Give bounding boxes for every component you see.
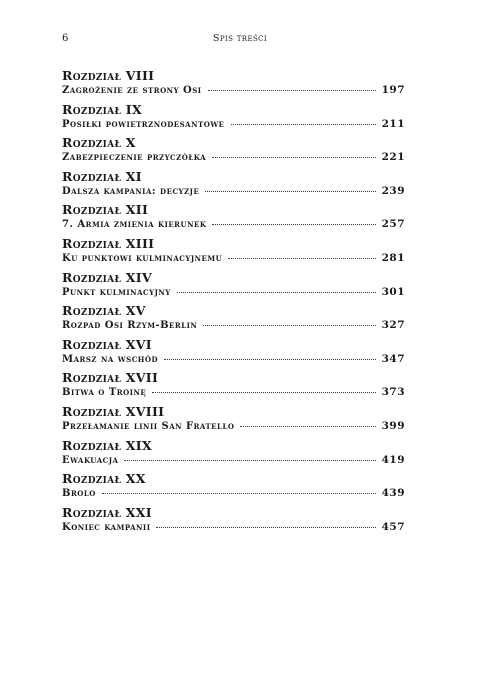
toc-entry: [62, 370, 405, 404]
toc-entry: [62, 438, 405, 472]
toc-entry: [62, 404, 405, 438]
page-reference: 211: [381, 117, 405, 130]
chapter-title: Rozpad Osi Rzym-Berlin: [62, 320, 198, 332]
chapter-title: Dalsza kampania: decyzje: [62, 185, 200, 197]
toc-entry: [62, 270, 405, 304]
chapter-number: Rozdział XI: [62, 168, 142, 184]
toc-entry: [62, 202, 405, 236]
table-of-contents: [62, 68, 405, 538]
dot-leader: [203, 325, 375, 326]
dot-leader: [124, 460, 375, 461]
dot-leader: [164, 359, 376, 360]
page-reference: 257: [381, 218, 405, 231]
toc-row: [62, 117, 405, 132]
toc-row: [62, 184, 405, 199]
page-reference: 327: [381, 319, 405, 332]
page-reference: 239: [381, 184, 405, 197]
page-reference: 301: [381, 285, 405, 298]
dot-leader: [231, 124, 376, 125]
toc-entry: [62, 68, 405, 102]
page-reference: 347: [381, 352, 405, 365]
dot-leader: [240, 426, 375, 427]
chapter-title: Bitwa o Troinę: [62, 387, 147, 399]
toc-entry: [62, 135, 405, 169]
chapter-number: Rozdział VIII: [62, 68, 155, 83]
chapter-title: Marsz na wschód: [62, 353, 159, 365]
chapter-title: Brolo: [62, 488, 96, 500]
chapter-number: Rozdział XVI: [62, 336, 152, 352]
toc-entry: [62, 169, 405, 203]
toc-row: [62, 251, 405, 266]
page-reference: 419: [381, 453, 405, 466]
chapter-number: Rozdział XIII: [62, 235, 155, 251]
chapter-title: Zabezpieczenie przyczółka: [62, 152, 207, 164]
toc-row: [62, 83, 405, 98]
chapter-title: Zagrożenie ze strony Osi: [62, 85, 202, 96]
toc-entry: [62, 102, 405, 136]
toc-entry: [62, 337, 405, 371]
dot-leader: [208, 90, 376, 91]
dot-leader: [156, 527, 375, 528]
toc-entry: [62, 505, 405, 539]
chapter-number: Rozdział IX: [62, 101, 142, 117]
chapter-number: Rozdział XX: [62, 471, 146, 487]
chapter-number: Rozdział XIV: [62, 269, 152, 285]
page-reference: 281: [381, 251, 405, 264]
page-reference: 457: [381, 520, 405, 533]
dot-leader: [212, 224, 375, 225]
running-head: Spis treści: [212, 33, 268, 44]
toc-row: [62, 419, 405, 434]
toc-row: [62, 285, 405, 300]
chapter-number: Rozdział XII: [62, 202, 149, 218]
chapter-number: Rozdział XVII: [62, 370, 159, 386]
toc-row: [62, 453, 405, 468]
dot-leader: [177, 292, 376, 293]
page-reference: 439: [381, 487, 405, 500]
dot-leader: [228, 258, 375, 259]
chapter-number: Rozdział XIX: [62, 437, 152, 453]
chapter-title: Koniec kampanii: [62, 521, 151, 533]
chapter-number: Rozdział XXI: [62, 504, 152, 520]
dot-leader: [102, 493, 376, 494]
toc-row: [62, 486, 405, 501]
toc-entry: [62, 471, 405, 505]
page-reference: 399: [381, 419, 405, 432]
dot-leader: [205, 191, 375, 192]
chapter-number: Rozdział XVIII: [62, 403, 165, 419]
chapter-number: Rozdział XV: [62, 303, 146, 319]
dot-leader: [212, 157, 376, 158]
page-reference: 373: [381, 386, 405, 399]
chapter-number: Rozdział X: [62, 135, 136, 151]
chapter-title: Przełamanie linii San Fratello: [62, 420, 235, 432]
page-header: [62, 32, 418, 46]
chapter-title: 7. Armia zmienia kierunek: [62, 219, 207, 231]
toc-row: [62, 217, 405, 232]
toc-row: [62, 520, 405, 535]
toc-row: [62, 318, 405, 333]
chapter-title: Punkt kulminacyjny: [62, 286, 171, 298]
dot-leader: [152, 392, 375, 393]
chapter-title: Ku punktowi kulminacyjnemu: [62, 252, 223, 264]
toc-row: [62, 150, 405, 165]
toc-entry: [62, 303, 405, 337]
toc-entry: [62, 236, 405, 270]
page-reference: 197: [381, 84, 405, 96]
page-reference: 221: [381, 151, 405, 164]
toc-row: [62, 352, 405, 367]
toc-row: [62, 385, 405, 400]
chapter-title: Ewakuacja: [62, 454, 119, 466]
chapter-title: Posiłki powietrznodesantowe: [62, 118, 225, 130]
page-number: 6: [62, 33, 69, 44]
